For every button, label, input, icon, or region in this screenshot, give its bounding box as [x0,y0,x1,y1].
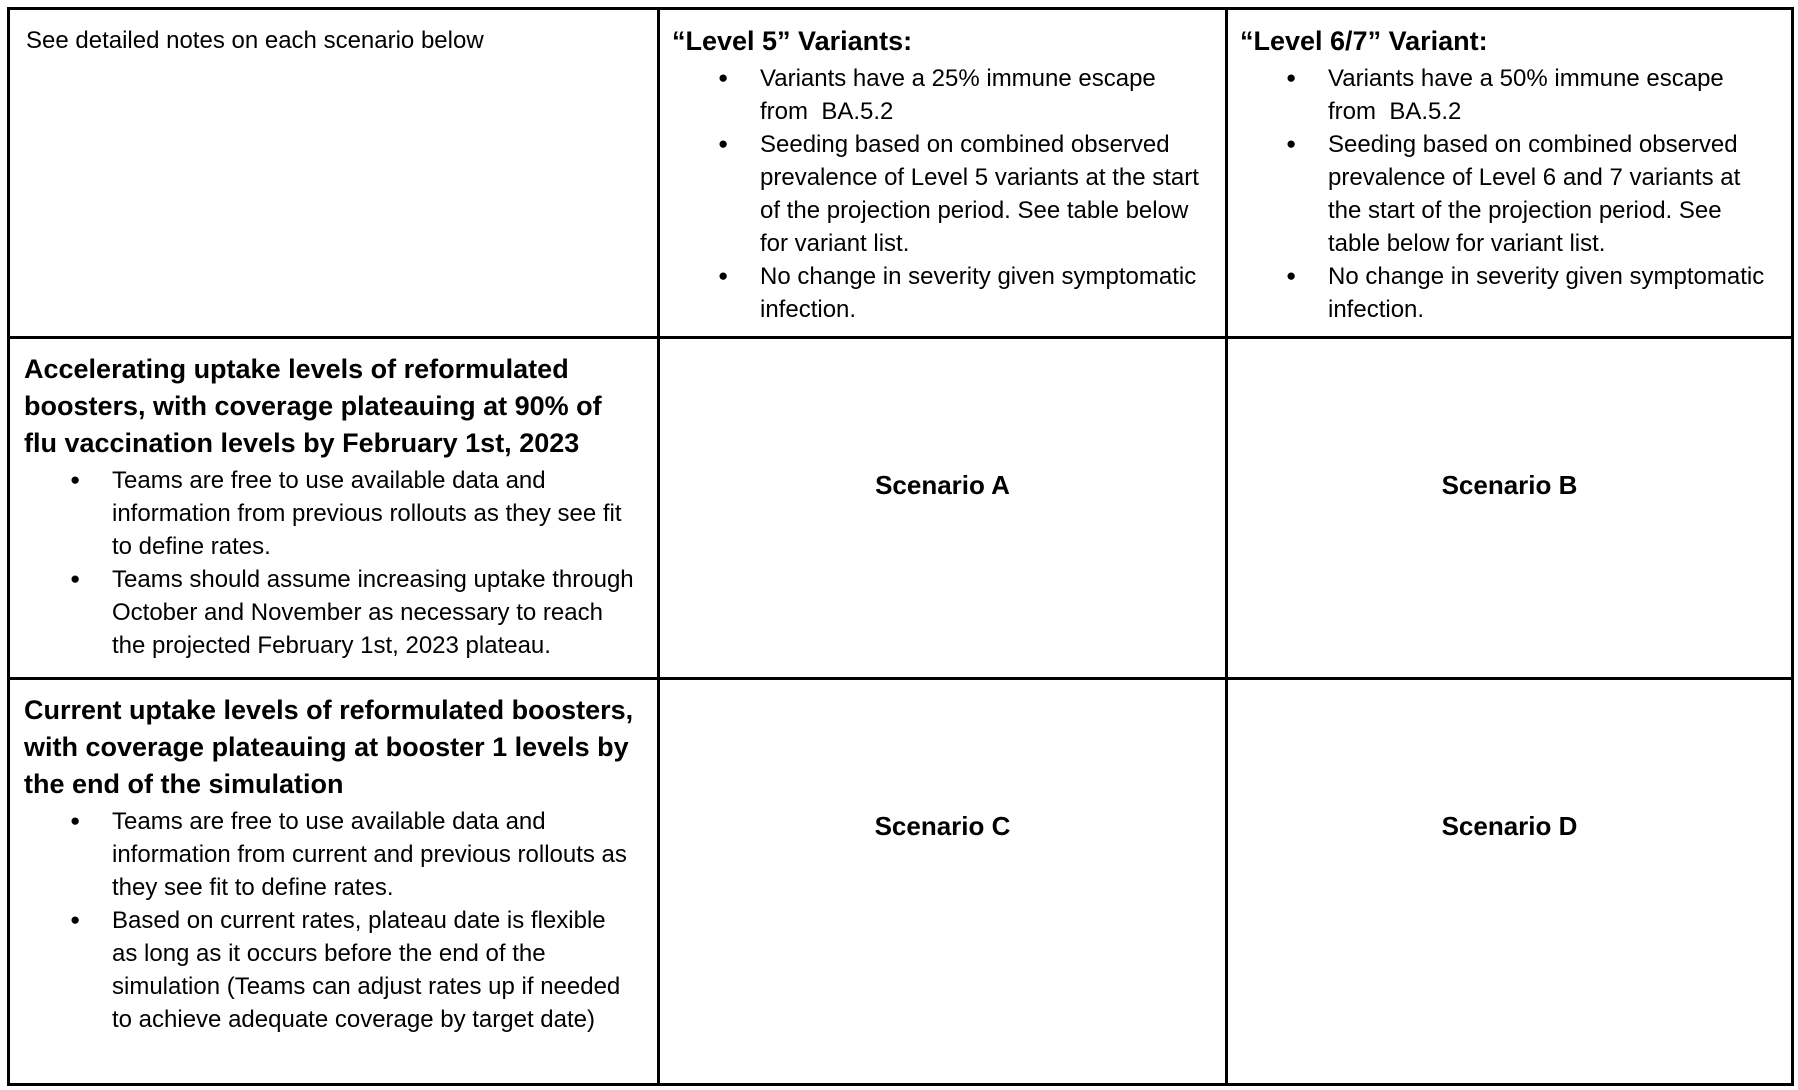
bullet-text: Teams are free to use available data and information from current and previous rollouts as they see fit to define rates. [112,808,634,901]
scenario-d-label: Scenario D [1441,811,1578,841]
scenario-c-cell [659,679,1227,1085]
bullet-icon: ● [718,266,729,285]
current-bullet-list [24,805,635,1036]
accelerating-uptake-row [9,338,1793,679]
list-item [672,62,1205,128]
bullet-text: Seeding based on combined observed prevalence of Level 5 variants at the start of the projection period. See table below for variant list. [760,131,1206,257]
level67-header-cell [1227,9,1793,338]
current-uptake-title: Current uptake levels of reformulated boosters, with coverage plateauing at booster 1 levels by the end of the simulation [24,695,634,799]
current-uptake-cell [9,679,659,1085]
level5-bullet-list [672,62,1205,326]
corner-note: See detailed notes on each scenario below [26,27,484,54]
bullet-icon: ● [1286,68,1297,87]
level5-title: “Level 5” Variants: [672,26,913,56]
list-item [672,128,1205,260]
bullet-text: Teams should assume increasing uptake through October and November as necessary to reach the projected February 1st, 2023 plateau. [112,566,641,659]
bullet-text: Variants have a 50% immune escape from BA.5.2 [1328,65,1731,125]
scenario-b-cell [1227,338,1793,679]
list-item [24,805,635,904]
corner-note-cell [9,9,659,338]
list-item [1240,62,1765,128]
bullet-icon: ● [718,134,729,153]
bullet-icon: ● [70,470,81,489]
list-item [672,260,1205,326]
level5-header-cell [659,9,1227,338]
scenario-a-label: Scenario A [875,470,1010,500]
variant-header-row [9,9,1793,338]
accelerating-bullet-list [24,464,641,662]
list-item [24,904,635,1036]
bullet-icon: ● [1286,266,1297,285]
bullet-text: No change in severity given symptomatic infection. [1328,263,1771,323]
bullet-text: Variants have a 25% immune escape from BA.5.2 [760,65,1163,125]
bullet-text: No change in severity given symptomatic infection. [760,263,1203,323]
scenario-b-label: Scenario B [1441,470,1578,500]
list-item [24,464,635,563]
scenario-matrix-table [7,7,1794,1086]
list-item [1240,260,1771,326]
scenario-d-cell [1227,679,1793,1085]
scenario-c-label: Scenario C [874,811,1011,841]
bullet-icon: ● [718,68,729,87]
bullet-icon: ● [70,910,81,929]
bullet-text: Based on current rates, plateau date is flexible as long as it occurs before the end of the simulation (Teams can adjust rates up if needed to achieve adequate coverage by target date) [112,907,627,1033]
bullet-icon: ● [1286,134,1297,153]
level67-title: “Level 6/7” Variant: [1240,26,1488,56]
list-item [1240,128,1765,260]
list-item [24,563,641,662]
scenario-a-cell [659,338,1227,679]
bullet-text: Seeding based on combined observed prevalence of Level 6 and 7 variants at the start of the projection period. See table below for variant list. [1328,131,1747,257]
bullet-text: Teams are free to use available data and information from previous rollouts as they see fit to define rates. [112,467,629,560]
accelerating-uptake-title: Accelerating uptake levels of reformulated boosters, with coverage plateauing at 90% of flu vaccination levels by February 1st, 2023 [24,354,602,458]
bullet-icon: ● [70,811,81,830]
level67-bullet-list [1240,62,1771,326]
bullet-icon: ● [70,569,81,588]
current-uptake-row [9,679,1793,1085]
accelerating-uptake-cell [9,338,659,679]
